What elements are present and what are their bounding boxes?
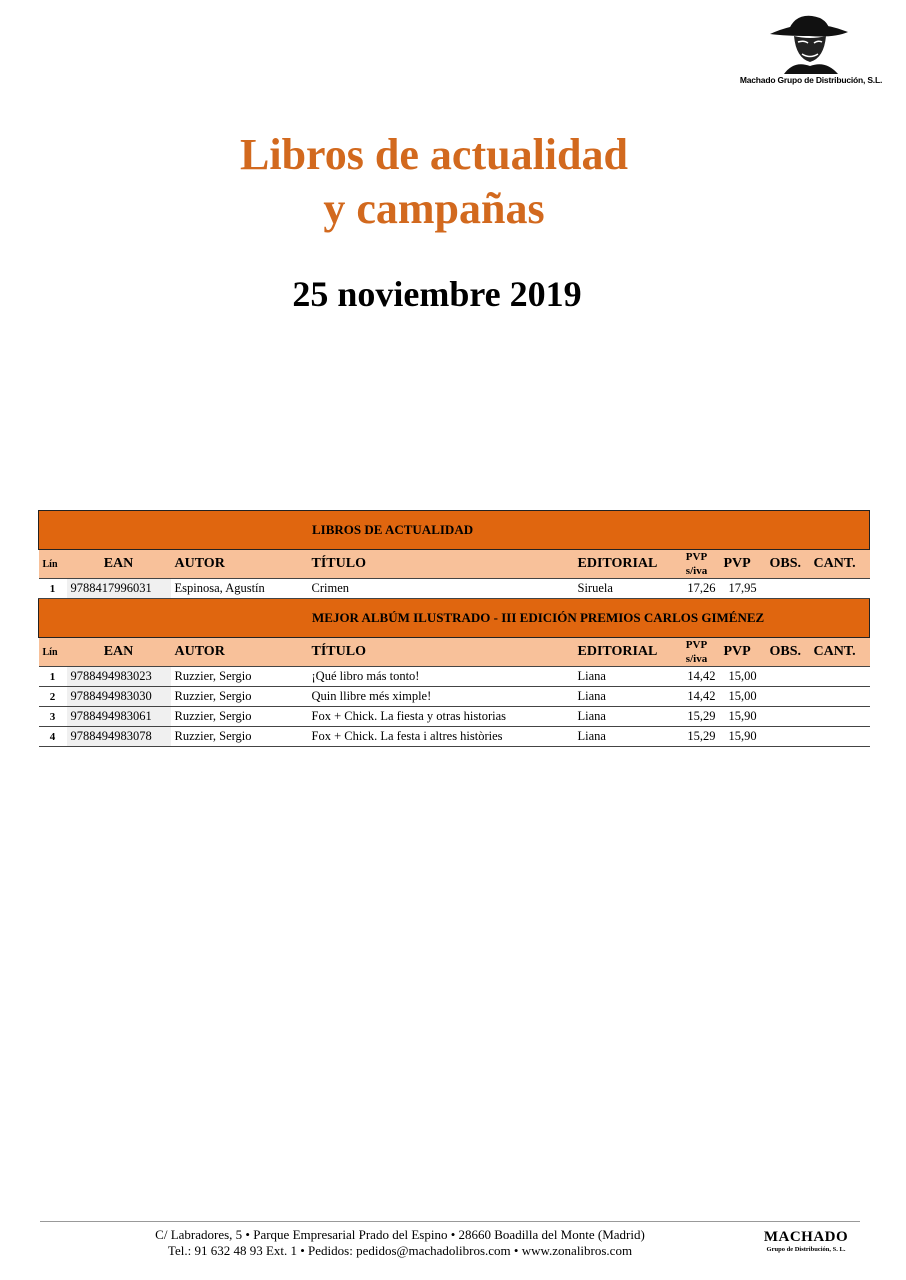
cell-obs[interactable] xyxy=(766,727,810,747)
cell-pvp-siva: 17,26 xyxy=(674,579,720,599)
page-date: 25 noviembre 2019 xyxy=(292,274,582,314)
logo-company-name: Machado Grupo de Distribución, S.L. xyxy=(739,75,883,85)
cell-editorial: Liana xyxy=(574,667,674,687)
table-row xyxy=(39,727,870,747)
cell-lin: 1 xyxy=(39,667,67,687)
column-header-row xyxy=(39,638,870,667)
cell-titulo: Fox + Chick. La fiesta y otras historias xyxy=(308,707,574,727)
cell-editorial: Liana xyxy=(574,727,674,747)
cell-pvp: 15,90 xyxy=(720,727,766,747)
col-cant: CANT. xyxy=(810,638,870,667)
table-row xyxy=(39,667,870,687)
cell-titulo: ¡Qué libro más tonto! xyxy=(308,667,574,687)
cell-lin: 1 xyxy=(39,579,67,599)
cell-titulo: Fox + Chick. La festa i altres històries xyxy=(308,727,574,747)
section-title: LIBROS DE ACTUALIDAD xyxy=(312,522,474,537)
col-editorial: EDITORIAL xyxy=(574,638,674,667)
cell-editorial: Siruela xyxy=(574,579,674,599)
col-obs: OBS. xyxy=(766,550,810,579)
footer-brand-name: MACHADO xyxy=(763,1229,849,1245)
footer-address: C/ Labradores, 5 • Parque Empresarial Prado del Espino • 28660 Boadilla del Monte (Madrid) xyxy=(155,1227,645,1242)
cell-autor: Ruzzier, Sergio xyxy=(171,707,308,727)
cell-obs[interactable] xyxy=(766,667,810,687)
hat-man-icon xyxy=(764,12,854,74)
footer-brand xyxy=(752,1229,860,1253)
section-header xyxy=(39,599,870,638)
cell-pvp: 17,95 xyxy=(720,579,766,599)
cell-cant[interactable] xyxy=(810,727,870,747)
cell-autor: Espinosa, Agustín xyxy=(171,579,308,599)
col-pvp-siva: PVP s/iva xyxy=(674,550,720,579)
cell-titulo: Crimen xyxy=(308,579,574,599)
cell-pvp: 15,00 xyxy=(720,667,766,687)
cell-obs[interactable] xyxy=(766,687,810,707)
cell-ean: 9788417996031 xyxy=(67,579,171,599)
section-header xyxy=(39,511,870,550)
title-line-1: Libros de actualidad xyxy=(240,130,628,179)
cell-obs[interactable] xyxy=(766,579,810,599)
cell-cant[interactable] xyxy=(810,579,870,599)
footer-divider xyxy=(40,1221,860,1222)
footer-contact: Tel.: 91 632 48 93 Ext. 1 • Pedidos: pedidos@machadolibros.com • www.zonalibros.com xyxy=(167,1243,633,1258)
col-autor: AUTOR xyxy=(171,550,308,579)
cell-cant[interactable] xyxy=(810,667,870,687)
cell-cant[interactable] xyxy=(810,687,870,707)
col-pvp: PVP xyxy=(720,638,766,667)
col-pvp-siva: PVP s/iva xyxy=(674,638,720,667)
cell-editorial: Liana xyxy=(574,687,674,707)
col-editorial: EDITORIAL xyxy=(574,550,674,579)
cell-autor: Ruzzier, Sergio xyxy=(171,727,308,747)
section-title: MEJOR ALBÚM ILUSTRADO - III EDICIÓN PREMIOS CARLOS GIMÉNEZ xyxy=(312,610,765,625)
page-title xyxy=(0,128,868,236)
table-row xyxy=(39,707,870,727)
col-ean: EAN xyxy=(67,638,171,667)
cell-pvp: 15,90 xyxy=(720,707,766,727)
cell-pvp-siva: 14,42 xyxy=(674,667,720,687)
cell-autor: Ruzzier, Sergio xyxy=(171,687,308,707)
cell-ean: 9788494983078 xyxy=(67,727,171,747)
title-line-2: y campañas xyxy=(323,184,545,233)
cell-pvp-siva: 14,42 xyxy=(674,687,720,707)
table-row xyxy=(39,687,870,707)
cell-editorial: Liana xyxy=(574,707,674,727)
col-titulo: TÍTULO xyxy=(308,550,574,579)
cell-ean: 9788494983030 xyxy=(67,687,171,707)
col-obs: OBS. xyxy=(766,638,810,667)
cell-ean: 9788494983023 xyxy=(67,667,171,687)
cell-obs[interactable] xyxy=(766,707,810,727)
cell-cant[interactable] xyxy=(810,707,870,727)
footer xyxy=(40,1227,760,1259)
cell-autor: Ruzzier, Sergio xyxy=(171,667,308,687)
col-autor: AUTOR xyxy=(171,638,308,667)
cell-pvp-siva: 15,29 xyxy=(674,727,720,747)
col-pvp: PVP xyxy=(720,550,766,579)
section-0 xyxy=(39,511,870,599)
cell-ean: 9788494983061 xyxy=(67,707,171,727)
column-header-row xyxy=(39,550,870,579)
cell-titulo: Quin llibre més ximple! xyxy=(308,687,574,707)
cell-lin: 4 xyxy=(39,727,67,747)
table-row xyxy=(39,579,870,599)
col-lin: Lín xyxy=(39,550,67,579)
section-1 xyxy=(39,599,870,747)
col-titulo: TÍTULO xyxy=(308,638,574,667)
footer-brand-sub: Grupo de Distribución, S. L. xyxy=(766,1246,846,1253)
col-ean: EAN xyxy=(67,550,171,579)
cell-lin: 2 xyxy=(39,687,67,707)
col-lin: Lín xyxy=(39,638,67,667)
company-logo xyxy=(736,12,886,92)
cell-pvp-siva: 15,29 xyxy=(674,707,720,727)
cell-lin: 3 xyxy=(39,707,67,727)
cell-pvp: 15,00 xyxy=(720,687,766,707)
catalog-table xyxy=(38,510,870,747)
col-cant: CANT. xyxy=(810,550,870,579)
